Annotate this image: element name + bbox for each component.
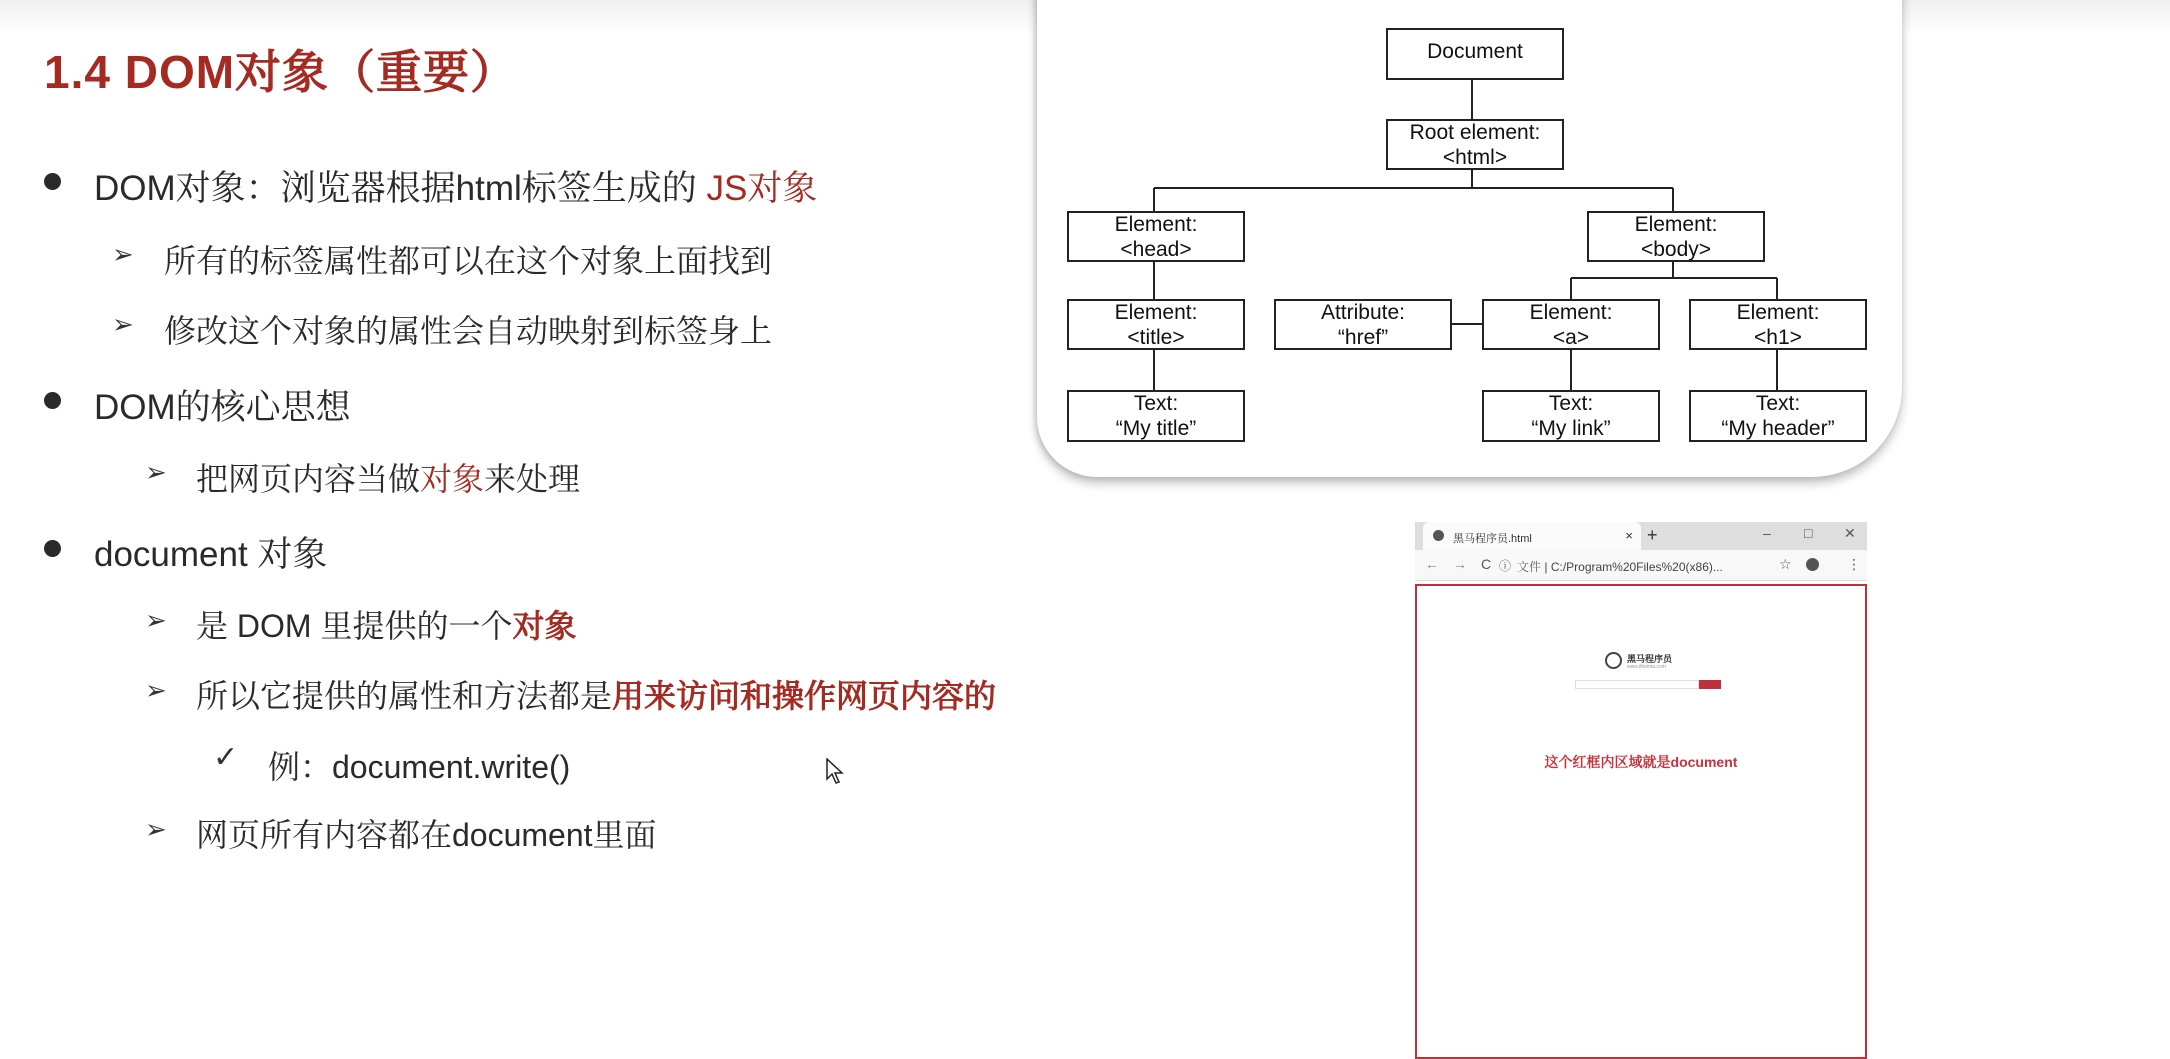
node-root-element <box>1386 119 1564 170</box>
tab-close-icon[interactable]: × <box>1625 528 1633 543</box>
url-field[interactable]: 文件 | C:/Program%20Files%20(x86)... <box>1517 560 1723 574</box>
bullet-dom-object <box>44 173 61 190</box>
dom-tree-diagram <box>1037 0 1902 477</box>
reload-icon[interactable]: C <box>1481 556 1492 572</box>
node-value: <body> <box>1640 237 1712 261</box>
document-caption: 这个红框内区域就是document <box>1544 754 1738 770</box>
logo-icon <box>1605 652 1622 669</box>
star-icon[interactable]: ☆ <box>1779 556 1792 572</box>
core-idea-line: DOM的核心思想 <box>94 388 351 427</box>
minimize-button[interactable]: – <box>1763 525 1771 541</box>
node-value: “My header” <box>1721 417 1835 440</box>
arrow-icon: ➢ <box>145 457 167 487</box>
browser-window <box>1415 522 1867 1059</box>
doc-sub2-highlight: 用来访问和操作网页内容的 <box>612 678 997 714</box>
node-value: <title> <box>1127 325 1185 349</box>
dom-object-line <box>94 161 817 211</box>
node-value: <html> <box>1442 145 1508 169</box>
document-object-line: document 对象 <box>94 535 328 574</box>
check-icon: ✓ <box>213 741 239 774</box>
arrow-icon: ➢ <box>145 814 167 844</box>
arrow-icon: ➢ <box>145 675 167 705</box>
node-label: Root element: <box>1409 120 1541 144</box>
node-text-header <box>1689 390 1867 442</box>
node-text-title <box>1067 390 1245 442</box>
node-label: Element: <box>1736 300 1820 324</box>
url-text: C:/Program%20Files%20(x86)... <box>1550 560 1723 574</box>
page-search-button[interactable] <box>1699 680 1721 689</box>
close-window-button[interactable]: ✕ <box>1844 525 1856 541</box>
node-h1 <box>1689 299 1867 350</box>
node-head <box>1067 211 1245 262</box>
core-sub-c: 来处理 <box>484 461 581 497</box>
node-label: Element: <box>1634 212 1718 236</box>
url-file-label: 文件 <box>1517 560 1542 574</box>
bullet-core-idea <box>44 392 61 409</box>
node-label: Attribute: <box>1320 300 1406 324</box>
node-label: Text: <box>1755 392 1801 415</box>
logo-text: 黑马程序员 <box>1627 654 1673 664</box>
logo-subtext: www.itheima.com <box>1627 664 1666 670</box>
new-tab-button[interactable]: + <box>1647 525 1658 545</box>
node-label: Element: <box>1114 300 1198 324</box>
forward-icon[interactable]: → <box>1453 556 1467 572</box>
document-area <box>1415 584 1867 1059</box>
slide-title: 1.4 DOM对象（重要） <box>44 46 518 98</box>
node-text-link <box>1482 390 1660 442</box>
core-idea-sub <box>196 454 580 500</box>
node-label: Text: <box>1133 392 1179 415</box>
node-value: “href” <box>1337 325 1389 349</box>
bullet-document <box>44 540 61 557</box>
node-document <box>1386 28 1564 80</box>
mouse-cursor-icon <box>826 758 846 786</box>
doc-sub1 <box>196 601 576 647</box>
address-bar <box>1415 550 1867 581</box>
node-label: Element: <box>1114 212 1198 236</box>
node-value: <head> <box>1120 237 1192 261</box>
node-a <box>1482 299 1660 350</box>
tab-bar <box>1415 522 1867 550</box>
browser-tab[interactable] <box>1423 522 1641 550</box>
node-value: <a> <box>1552 325 1590 349</box>
doc-sub2-a: 所以它提供的属性和方法都是 <box>196 678 613 714</box>
node-value: “My title” <box>1115 417 1197 440</box>
node-label: Text: <box>1548 392 1594 415</box>
node-attribute-href <box>1274 299 1452 350</box>
globe-icon <box>1433 530 1444 541</box>
tab-title: 黑马程序员.html <box>1453 533 1532 545</box>
doc-sub1-a: 是 DOM 里提供的一个 <box>196 608 513 644</box>
arrow-icon: ➢ <box>145 605 167 635</box>
profile-icon[interactable] <box>1806 558 1819 571</box>
arrow-icon: ➢ <box>112 239 134 269</box>
node-title <box>1067 299 1245 350</box>
info-icon[interactable]: ⓘ <box>1499 559 1512 573</box>
doc-sub3: 网页所有内容都在document里面 <box>196 817 657 853</box>
page-search-input[interactable] <box>1575 680 1699 689</box>
node-label: Element: <box>1529 300 1613 324</box>
js-object-highlight: JS对象 <box>706 169 818 208</box>
menu-icon[interactable]: ⋮ <box>1847 556 1861 572</box>
sub-item-mapping: 修改这个对象的属性会自动映射到标签身上 <box>164 313 773 349</box>
arrow-icon: ➢ <box>112 309 134 339</box>
node-value: <h1> <box>1754 325 1802 349</box>
maximize-button[interactable]: □ <box>1804 525 1813 541</box>
doc-sub2 <box>196 671 996 717</box>
sub-item-attributes: 所有的标签属性都可以在这个对象上面找到 <box>164 243 773 279</box>
back-icon[interactable]: ← <box>1425 556 1439 572</box>
node-document-label: Document <box>1427 40 1523 63</box>
core-sub-a: 把网页内容当做 <box>196 461 421 497</box>
doc-sub1-object: 对象 <box>512 608 577 644</box>
node-value: “My link” <box>1531 417 1611 440</box>
node-body <box>1587 211 1765 262</box>
dom-object-text: DOM对象：浏览器根据html标签生成的 <box>94 169 707 208</box>
doc-example: 例：document.write() <box>268 749 571 785</box>
core-sub-object: 对象 <box>420 461 485 497</box>
